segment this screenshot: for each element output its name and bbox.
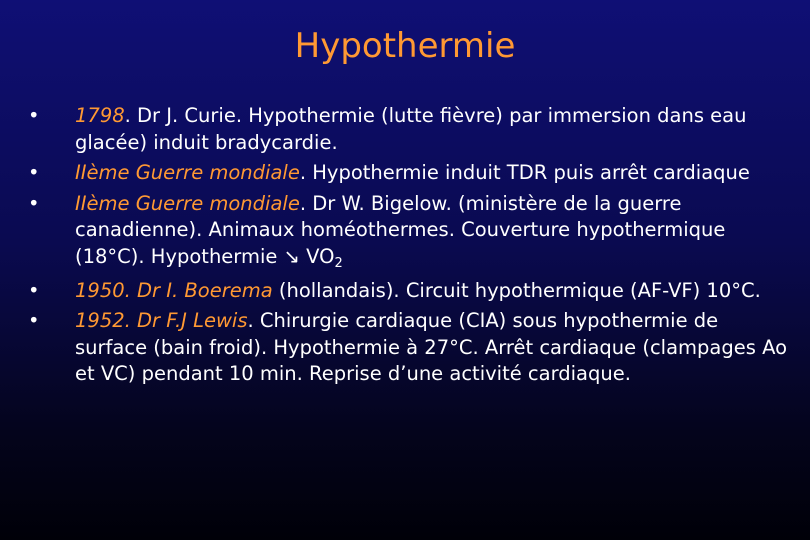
- slide-title: Hypothermie: [294, 26, 516, 66]
- bullet-list: [28, 103, 788, 392]
- bullet-dot: •: [28, 161, 40, 185]
- bullet-text: . Dr W. Bigelow. (ministère de la guerre canadienne). Animaux homéothermes. Couverture hypothermique (18°C). Hypothermie: [75, 191, 726, 268]
- bullet-item: [28, 103, 788, 156]
- bullet-dot: •: [28, 104, 40, 127]
- bullet-text: . Dr J. Curie. Hypothermie (lutte fièvre) par immersion dans eau glacée) induit bradycardie.: [75, 104, 747, 154]
- bullet-lead: 1952. Dr F.J Lewis: [75, 309, 248, 333]
- bullet-item: [28, 191, 788, 274]
- vo-subscript: 2: [334, 255, 343, 271]
- bullet-dot: •: [28, 278, 40, 302]
- bullet-text: . Chirurgie cardiaque (CIA) sous hypothermie de surface (bain froid). Hypothermie à 27°C. Arrêt cardiaque (clampages Ao et VC) pendant 10 min. Reprise d’une activité cardiaque.: [75, 309, 788, 386]
- bullet-item: [28, 308, 788, 388]
- bullet-item: [28, 160, 788, 187]
- bullet-lead: IIème Guerre mondiale: [75, 191, 300, 215]
- vo-label: VO: [306, 244, 335, 268]
- bullet-dot: •: [28, 191, 40, 215]
- bullet-lead: IIème Guerre mondiale: [75, 161, 300, 185]
- bullet-lead: 1950. Dr I. Boerema: [75, 278, 273, 302]
- decrease-arrow-icon: ↘: [283, 244, 300, 268]
- bullet-text: . Hypothermie induit TDR puis arrêt cardiaque: [299, 161, 750, 185]
- bullet-dot: •: [28, 309, 40, 333]
- bullet-text: (hollandais). Circuit hypothermique (AF-VF) 10°C.: [272, 278, 761, 302]
- bullet-item: [28, 278, 788, 305]
- bullet-lead: 1798: [75, 104, 125, 127]
